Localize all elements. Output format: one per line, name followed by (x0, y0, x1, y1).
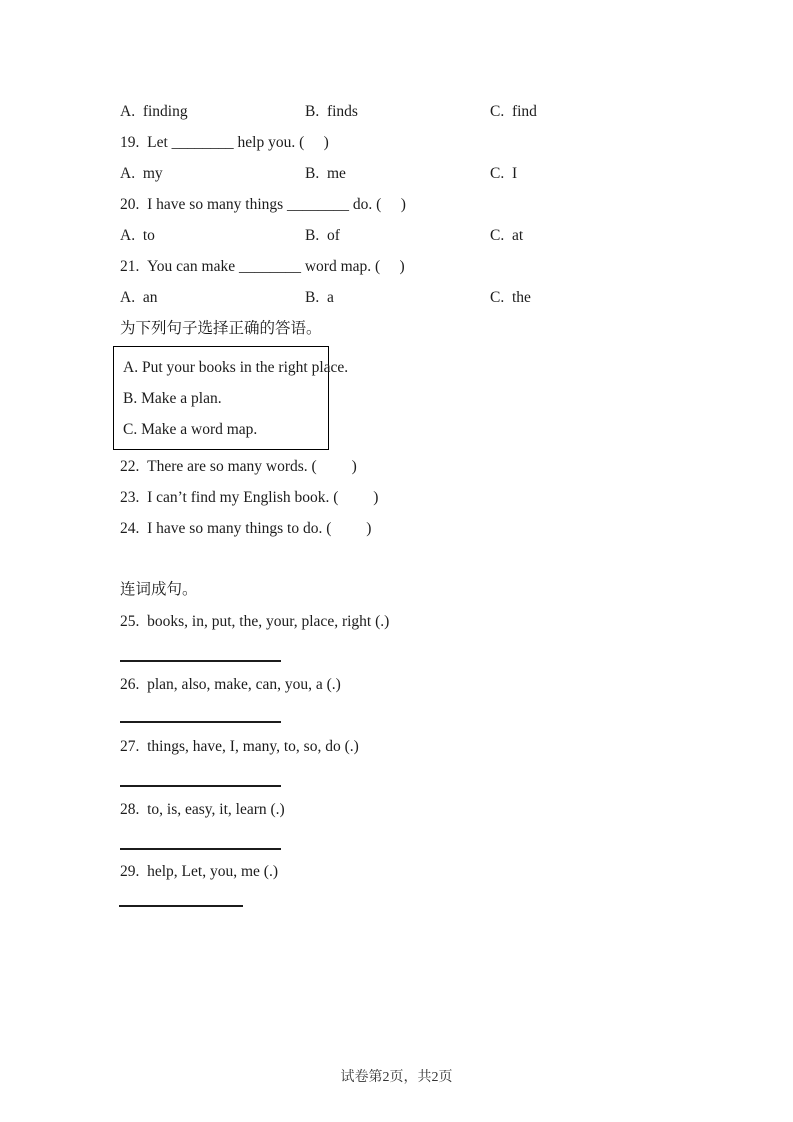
option-c: C. find (490, 103, 537, 120)
question-23-stem: 23. I can’t find my English book. ( ) (120, 489, 379, 506)
question-21-stem: 21. You can make ________ word map. ( ) (120, 258, 405, 275)
option-c: C. the (490, 289, 531, 306)
question-24-stem: 24. I have so many things to do. ( ) (120, 520, 372, 537)
question-28-stem: 28. to, is, easy, it, learn (.) (120, 801, 285, 818)
question-27-stem: 27. things, have, I, many, to, so, do (.) (120, 738, 359, 755)
option-b: B. finds (305, 103, 358, 120)
answer-writing-line-25 (120, 660, 281, 662)
section-title-make-sentences: 连词成句。 (120, 581, 198, 598)
question-19-stem: 19. Let ________ help you. ( ) (120, 134, 329, 151)
answer-writing-line-28 (120, 848, 281, 850)
answer-writing-line-27 (120, 785, 281, 787)
option-a: A. finding (120, 103, 188, 120)
question-22-stem: 22. There are so many words. ( ) (120, 458, 357, 475)
page-footer: 试卷第2页，共2页 (340, 1070, 453, 1085)
option-b: B. me (305, 165, 346, 182)
option-a: A. my (120, 165, 163, 182)
question-25-stem: 25. books, in, put, the, your, place, right (.) (120, 613, 390, 630)
option-b: B. of (305, 227, 340, 244)
bank-option-b: B. Make a plan. (123, 390, 222, 407)
bank-option-a: A. Put your books in the right place. (123, 359, 349, 376)
option-c: C. at (490, 227, 524, 244)
option-a: A. an (120, 289, 158, 306)
answer-writing-line-29 (119, 905, 243, 907)
question-29-stem: 29. help, Let, you, me (.) (120, 863, 278, 880)
section-title-choose-response: 为下列句子选择正确的答语。 (120, 320, 322, 337)
question-20-stem: 20. I have so many things ________ do. ( ) (120, 196, 406, 213)
bank-option-c: C. Make a word map. (123, 421, 258, 438)
answer-bank-box (113, 346, 349, 450)
answer-writing-line-26 (120, 721, 281, 723)
option-c: C. I (490, 165, 518, 182)
option-a: A. to (120, 227, 155, 244)
option-b: B. a (305, 289, 334, 306)
question-26-stem: 26. plan, also, make, can, you, a (.) (120, 676, 341, 693)
